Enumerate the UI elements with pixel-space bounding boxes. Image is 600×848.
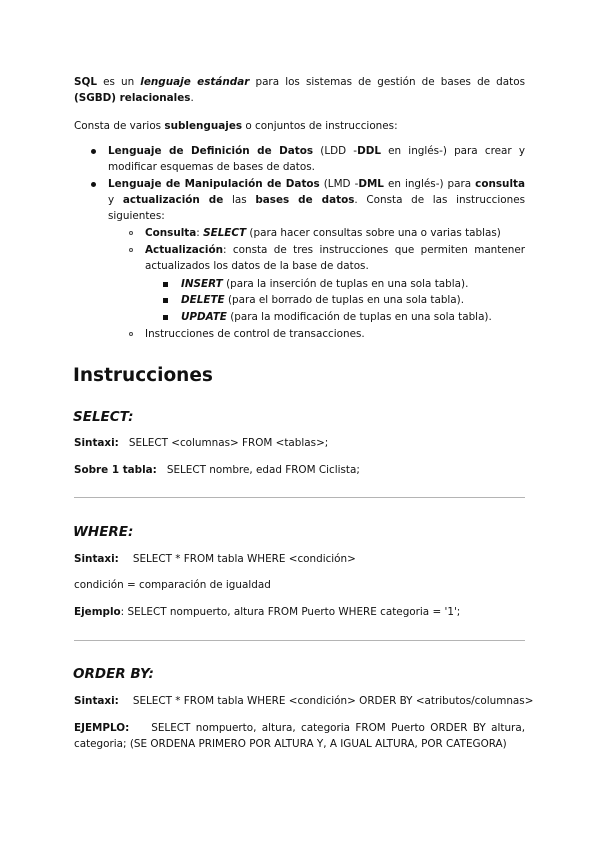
sublanguages-term: sublenguajes (164, 120, 243, 132)
sublanguages-paragraph (74, 118, 525, 134)
intro-text: Consta de varios (74, 120, 165, 132)
bullet-square (163, 315, 168, 320)
ddl-text: (LDD - (313, 145, 358, 157)
update-item (181, 309, 525, 325)
update-text: (para la modificación de tuplas en una sola tabla). (226, 311, 492, 323)
select-syntax: SELECT <columnas> FROM <tablas>; (128, 437, 329, 449)
where-syntax: SELECT * FROM tabla WHERE <condición> (132, 553, 356, 565)
select-syntax-line (74, 435, 525, 451)
consulta-item (145, 225, 525, 241)
transacciones-item: Instrucciones de control de transacciones. (145, 328, 365, 340)
consulta-text: (para hacer consultas sobre una o varias tablas) (246, 227, 501, 239)
where-syntax-line (74, 551, 525, 567)
select-keyword: SELECT (203, 227, 247, 239)
intro-paragraph (74, 74, 525, 106)
delete-text: (para el borrado de tuplas en una sola tabla). (224, 294, 465, 306)
intro-text: . (190, 92, 194, 104)
ddl-acronym: DDL (357, 145, 381, 157)
dml-text: en inglés-) para (383, 178, 476, 190)
actualizacion-text: : consta de tres instrucciones que permiten mantener actualizados los datos de la base de datos. (145, 244, 525, 272)
ddl-title: Lenguaje de Definición de Datos (108, 145, 314, 157)
dml-text: (LMD - (319, 178, 359, 190)
standard-language-term: lenguaje estándar (140, 76, 250, 88)
orderby-syntax: SELECT * FROM tabla WHERE <condición> ORDER BY <atributos/columnas> (132, 695, 534, 707)
select-example: SELECT nombre, edad FROM Ciclista; (166, 464, 360, 476)
where-example: : SELECT nompuerto, altura FROM Puerto WHERE categoria = '1'; (120, 606, 461, 618)
bullet-circle (129, 248, 133, 252)
syntax-label: Sintaxi: (74, 695, 119, 707)
bullet-circle (129, 231, 133, 235)
syntax-label: Sintaxi: (74, 437, 119, 449)
ddl-item (108, 143, 525, 175)
example-label: Ejemplo (74, 606, 121, 618)
update-keyword: UPDATE (181, 311, 227, 323)
section-heading: Instrucciones (73, 365, 213, 386)
select-title: SELECT: (73, 409, 134, 425)
bullet-circle (129, 332, 133, 336)
intro-text: es un (96, 76, 141, 88)
syntax-label: Sintaxi: (74, 553, 119, 565)
bullet-disc (91, 182, 96, 187)
where-title: WHERE: (73, 524, 134, 540)
bullet-square (163, 282, 168, 287)
consulta-text: : (196, 227, 204, 239)
bullet-square (163, 298, 168, 303)
actualizacion-term: actualización de (122, 194, 224, 206)
delete-keyword: DELETE (181, 294, 225, 306)
example-label: Sobre 1 tabla: (74, 464, 157, 476)
sgbd-term: (SGBD) relacionales (74, 92, 191, 104)
dml-item (108, 176, 525, 224)
bases-datos-term: bases de datos (255, 194, 355, 206)
dml-title: Lenguaje de Manipulación de Datos (108, 178, 320, 190)
delete-item (181, 292, 525, 308)
intro-text: o conjuntos de instrucciones: (242, 120, 398, 132)
orderby-title: ORDER BY: (73, 666, 154, 682)
consulta-term: consulta (475, 178, 525, 190)
orderby-example: SELECT nompuerto, altura, categoria FROM Puerto ORDER BY altura, categoria; (SE ORDENA PRIMERO POR ALTURA Y, A IGUAL ALTURA, POR CATEGORA) (74, 722, 525, 750)
sql-term: SQL (74, 76, 97, 88)
bullet-disc (91, 149, 96, 154)
dml-text: y (108, 194, 123, 206)
actualizacion-label: Actualización (145, 244, 224, 256)
orderby-example-line (74, 720, 525, 752)
ddl-text: en inglés-) para crear y modificar esquemas de bases de datos. (108, 145, 526, 173)
actualizacion-item (145, 242, 525, 274)
where-condition: condición = comparación de igualdad (74, 579, 271, 591)
select-example-line (74, 462, 525, 478)
insert-keyword: INSERT (181, 278, 223, 290)
insert-item (181, 276, 525, 292)
dml-text: las (223, 194, 256, 206)
intro-text: para los sistemas de gestión de bases de datos (249, 76, 525, 88)
dml-acronym: DML (358, 178, 384, 190)
consulta-label: Consulta (145, 227, 197, 239)
orderby-syntax-line (74, 693, 534, 709)
example-label: EJEMPLO: (74, 722, 130, 734)
where-example-line (74, 604, 525, 620)
divider (74, 497, 525, 498)
insert-text: (para la inserción de tuplas en una sola tabla). (222, 278, 469, 290)
dml-text: . Consta de las instrucciones siguientes: (108, 194, 526, 222)
divider (74, 640, 525, 641)
